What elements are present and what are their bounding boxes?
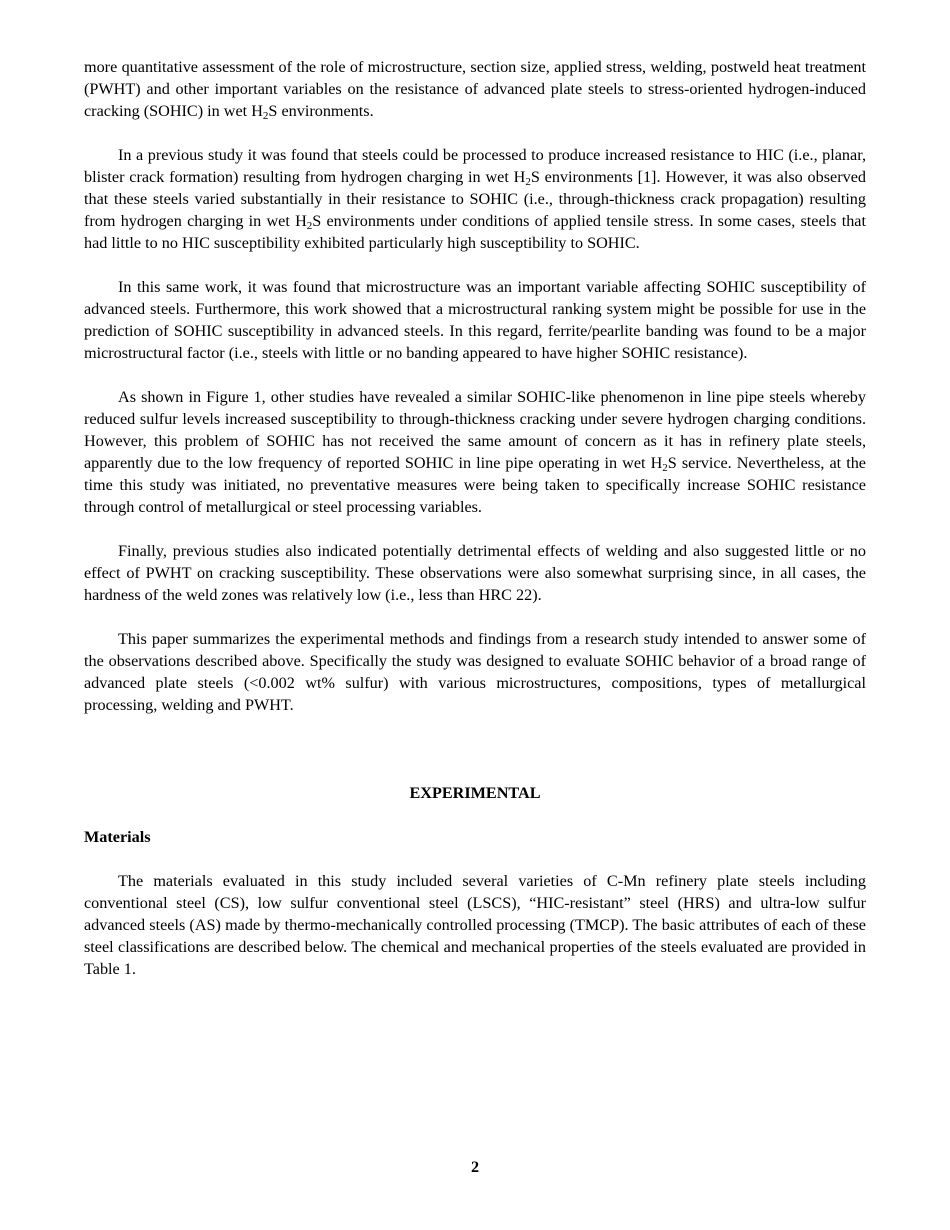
text-segment: S environments [1]. However, it was also observed that these steels varied substantially in their resistance to SOHIC (i.e., through-thickness crack propagation) resulting from hydrogen charging in wet H — [84, 168, 866, 230]
section-heading-experimental: EXPERIMENTAL — [409, 784, 541, 802]
paragraph-previous-study — [84, 144, 866, 254]
subscript: 2 — [262, 110, 269, 122]
paragraph-welding: Finally, previous studies also indicated potentially detrimental effects of welding and also suggested little or no effect of PWHT on cracking susceptibility. These observations were also somewhat surprising since, in all cases, the hardness of the weld zones was relatively low (i.e., less than HRC 22). — [84, 542, 866, 604]
text-segment: S environments. — [268, 102, 374, 120]
subscript: 2 — [306, 220, 313, 232]
subscript: 2 — [525, 176, 531, 188]
paragraph-intro-continuation — [84, 56, 866, 122]
subsection-heading-materials: Materials — [84, 828, 151, 846]
text-segment: S service. Nevertheless, at the time this study was initiated, no preventative measures were being taken to specifically increase SOHIC resistance through control of metallurgical or steel processing variables. — [84, 454, 866, 516]
paragraph-line-pipe — [84, 386, 866, 518]
text-segment: In a previous study it was found that steels could be processed to produce increased resistance to HIC (i.e., planar, blister crack formation) resulting from hydrogen charging in wet H — [84, 146, 866, 186]
paragraph-microstructure: In this same work, it was found that microstructure was an important variable affecting SOHIC susceptibility of advanced steels. Furthermore, this work showed that a microstructural ranking system might be possible for use in the prediction of SOHIC susceptibility in advanced steels. In this regard, ferrite/pearlite banding was found to be a major microstructural factor (i.e., steels with little or no banding appeared to have higher SOHIC resistance). — [84, 278, 866, 362]
text-segment: S environments under conditions of applied tensile stress. In some cases, steels that had little to no HIC susceptibility exhibited particularly high susceptibility to SOHIC. — [84, 212, 866, 252]
subscript: 2 — [662, 462, 668, 474]
page-number: 2 — [470, 1158, 480, 1176]
paragraph-summary: This paper summarizes the experimental methods and findings from a research study intended to answer some of the observations described above. Specifically the study was designed to evaluate SOHIC behavior of a broad range of advanced plate steels (<0.002 wt% sulfur) with various microstructures, compositions, types of metallurgical processing, welding and PWHT. — [84, 630, 866, 714]
paragraph-materials: The materials evaluated in this study included several varieties of C-Mn refinery plate steels including conventional steel (CS), low sulfur conventional steel (LSCS), “HIC-resistant” steel (HRS) and ultra-low sulfur advanced steels (AS) made by thermo-mechanically controlled processing (TMCP). The basic attributes of each of these steel classifications are described below. The chemical and mechanical properties of the steels evaluated are provided in Table 1. — [84, 872, 866, 978]
text-segment: As shown in Figure 1, other studies have revealed a similar SOHIC-like phenomenon in line pipe steels whereby reduced sulfur levels increased susceptibility to through-thickness cracking under severe hydrogen charging conditions. However, this problem of SOHIC has not received the same amount of concern as it has in refinery plate steels, apparently due to the low frequency of reported SOHIC in line pipe operating in wet H — [84, 388, 866, 472]
page-body — [84, 56, 866, 1002]
text-segment: more quantitative assessment of the role of microstructure, section size, applied stress, welding, postweld heat treatment (PWHT) and other important variables on the resistance of advanced plate steels to stress-oriented hydrogen-induced cracking (SOHIC) in wet H — [84, 58, 866, 120]
